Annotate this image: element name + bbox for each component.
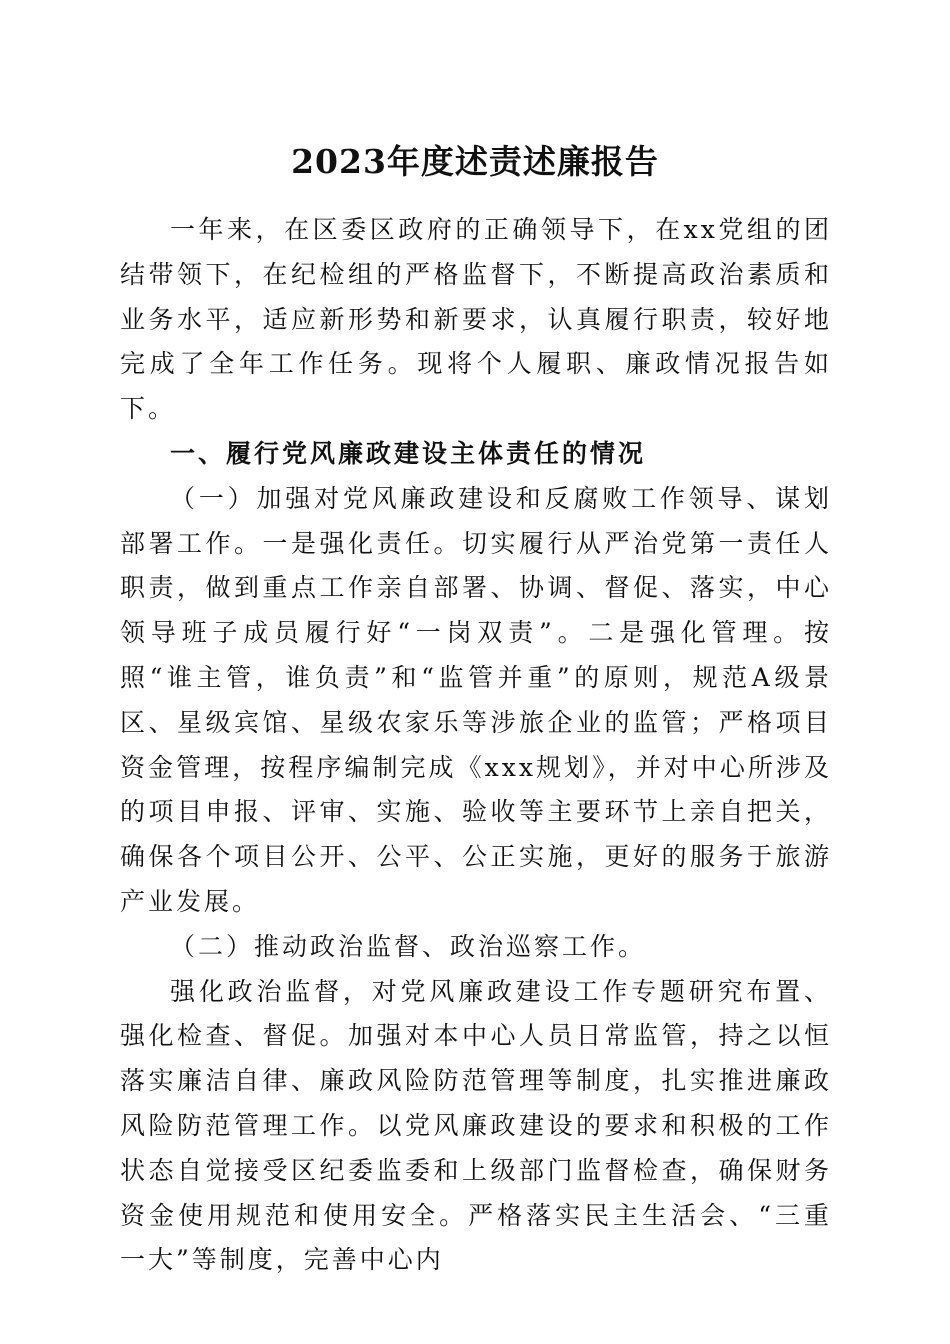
intro-paragraph: 一年来，在区委区政府的正确领导下，在xx党组的团结带领下，在纪检组的严格监督下，不断提高政治素质和业务水平，适应新形势和新要求，认真履行职责，较好地完成了全年工作任务。现将个人履职、廉政情况报告如下。 [120, 215, 832, 424]
section-heading-1: 一、履行党风廉政建设主体责任的情况 [170, 438, 647, 468]
subsection-2-paragraph: 强化政治监督，对党风廉政建设工作专题研究布置、强化检查、督促。加强对本中心人员日常监管，持之以恒落实廉洁自律、廉政风险防范管理等制度，扎实推进廉政风险防范管理工作。以党风廉政建设的要求和积极的工作状态自觉接受区纪委监委和上级部门监督检查，确保财务资金使用规范和使用安全。严格落实民主生活会、“三重一大”等制度，完善中心内 [120, 976, 832, 1275]
subsection-2-heading: （二）推动政治监督、政治巡察工作。 [170, 931, 647, 961]
document-title: 2023年度述责述廉报告 [291, 142, 659, 181]
subsection-1-paragraph: （一）加强对党风廉政建设和反腐败工作领导、谋划部署工作。一是强化责任。切实履行从严治党第一责任人职责，做到重点工作亲自部署、协调、督促、落实，中心领导班子成员履行好“一岗双责”。二是强化管理。按照“谁主管，谁负责”和“监管并重”的原则，规范A级景区、星级宾馆、星级农家乐等涉旅企业的监管；严格项目资金管理，按程序编制完成《xxx规划》，并对中心所涉及的项目申报、评审、实施、验收等主要环节上亲自把关，确保各个项目公开、公平、公正实施，更好的服务于旅游产业发展。 [120, 483, 832, 916]
document-body [120, 208, 832, 1283]
